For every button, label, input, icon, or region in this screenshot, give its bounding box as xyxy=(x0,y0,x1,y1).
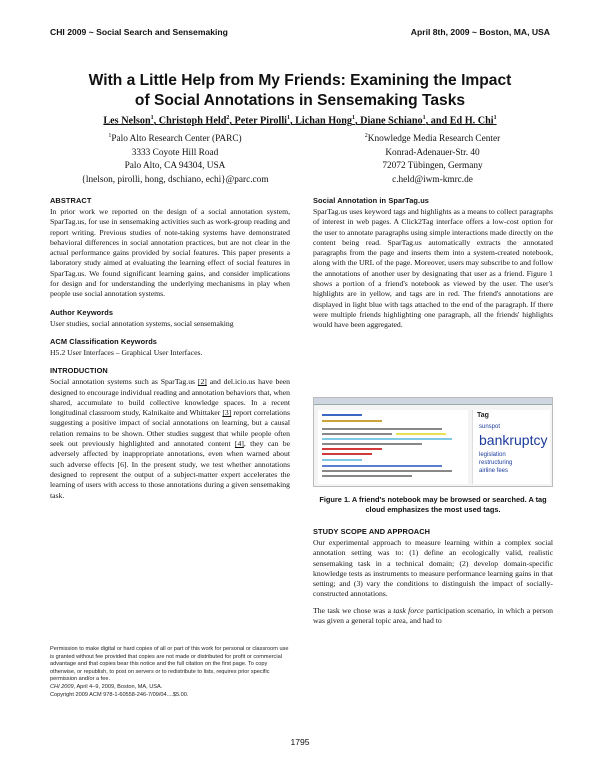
left-column xyxy=(50,196,290,501)
intro-text xyxy=(50,377,290,501)
study-segment: participation scenario, in which a person was given a general topic area, and had to xyxy=(313,605,554,626)
affiliation-parc xyxy=(50,130,300,187)
running-header-left: CHI 2009 ~ Social Search and Sensemaking xyxy=(50,27,228,37)
running-header-right: April 8th, 2009 ~ Boston, MA, USA xyxy=(410,27,550,37)
figure-1-screenshot xyxy=(313,397,553,487)
author-name: Christoph Held xyxy=(158,115,227,127)
tag-item[interactable]: legislation xyxy=(479,452,506,458)
study-emphasis: task force xyxy=(393,605,424,615)
tag-panel-title: Tag xyxy=(477,412,489,419)
acm-heading: ACM Classification Keywords xyxy=(50,336,158,346)
paper-title xyxy=(40,71,560,111)
tag-item[interactable]: restructuring xyxy=(479,460,513,466)
figure-1-caption: Figure 1. A friend's notebook may be browsed or searched. A tag cloud emphasizes the most used tags. xyxy=(319,495,547,514)
affil-org: Knowledge Media Research Center xyxy=(367,134,501,145)
tag-cloud-panel xyxy=(472,410,550,484)
keywords-heading: Author Keywords xyxy=(50,307,114,317)
right-column xyxy=(313,196,553,331)
author-affil-mark: 1 xyxy=(352,115,355,121)
intro-segment: Social annotation systems such as SparTag.us xyxy=(50,377,198,387)
author-name: Diane Schiano xyxy=(360,115,423,127)
affil-org: Palo Alto Research Center (PARC) xyxy=(111,134,242,145)
tag-item[interactable]: airline fees xyxy=(479,468,509,474)
page-number: 1795 xyxy=(290,737,310,747)
affil-mark: 1 xyxy=(108,133,112,139)
affil-city: Palo Alto, CA 94304, USA xyxy=(124,161,226,172)
conference-details: , April 4–9, 2009, Boston, MA, USA. xyxy=(73,683,163,690)
tag-item[interactable]: sunspot xyxy=(479,424,501,430)
study-segment: The task we chose was a xyxy=(313,605,394,615)
copyright-line: Copyright 2009 ACM 978-1-60558-246-7/09/04....$5.00. xyxy=(50,691,189,698)
study-section xyxy=(313,527,553,626)
citation-link[interactable]: [3] xyxy=(222,408,232,418)
intro-segment: and del.icio.us have been designed to encourage individual reading and annotation behaviors that, when shared, accumulate to build collective knowledge spaces. In a recent longitudinal classroom study, Kalnikaite and Whittaker xyxy=(50,377,290,418)
affil-email: c.held@iwm-kmrc.de xyxy=(392,174,473,185)
acm-text: H5.2 User Interfaces – Graphical User Interfaces. xyxy=(50,347,203,357)
study-heading: STUDY SCOPE AND APPROACH xyxy=(313,527,431,536)
title-line-2: of Social Annotations in Sensemaking Tasks xyxy=(134,92,466,109)
affil-city: 72072 Tübingen, Germany xyxy=(382,161,483,172)
author-affil-mark: 1 xyxy=(287,115,290,121)
conference-name: CHI 2009 xyxy=(50,683,74,690)
browser-toolbar xyxy=(314,398,552,405)
notebook-panel xyxy=(318,410,468,484)
author-name: Les Nelson xyxy=(103,115,151,127)
affil-mark: 2 xyxy=(364,133,368,139)
author-name: Peter Pirolli xyxy=(234,115,287,127)
author-affil-mark: 1 xyxy=(493,115,497,121)
title-line-1: With a Little Help from My Friends: Examining the Impact xyxy=(88,72,512,89)
tag-item-large[interactable]: bankruptcy xyxy=(479,432,548,448)
permission-text: Permission to make digital or hard copies of all or part of this work for personal or classroom use is granted without fee provided that copies are not made or distributed for profit or commercial advantage and that copies bear this notice and the full citation on the first page. To copy otherwise, or republish, to post on servers or to redistribute to lists, requires prior specific permission and/or a fee. xyxy=(50,646,289,683)
author-name: Ed H. Chi xyxy=(449,115,494,127)
abstract-text: In prior work we reported on the design of a social annotation system, SparTag.us, for use in sensemaking activities such as work-group reading and report writing. Previous studies of note-taking systems have demonstrated behavioral differences in social annotation practices, but are not clear in the actual performance gains provided by social features. This paper presents a laboratory study aimed at evaluating the learning effect of social features in SparTag.us. We found significant learning gains, and consider implications for design and for understanding the underlying mechanisms in play when people use social annotation systems. xyxy=(50,207,290,299)
study-para-1: Our experimental approach to measure learning within a complex social annotation setting was to: (1) define an ecologically valid, realistic sensemaking task in a technical domain; (2) develop domain-specific knowledge tests as instruments to measure performance learning gains in that setting; and (3) vary the conditions to distinguish the impact of socially-constructed annotations. xyxy=(313,538,553,599)
abstract-heading: ABSTRACT xyxy=(50,196,92,205)
author-affil-mark: 1 xyxy=(422,115,426,121)
intro-heading: INTRODUCTION xyxy=(50,366,108,376)
permission-notice xyxy=(50,646,290,699)
spartag-text: SparTag.us uses keyword tags and highlights as a means to collect paragraphs of interest in web pages. A Click2Tag interface offers a low-cost option for the user to annotate paragraphs using simple interactions made directly on the content being read. SparTag.us automatically extracts the annotated paragraphs from the page and inserts them into a system-created notebook, along with the URL of the page. Moreover, users may subscribe to and follow the annotations of another user by designating that user as a friend. Figure 1 shows a portion of a friend's notebook as viewed by the user. The user's highlights are in yellow, and tags are in red. The friend's annotations are displayed in light blue with tags attached to the end of the paragraph. If there were multiple friends highlighting one paragraph, all the friends' highlights would have been aggregated. xyxy=(313,207,553,330)
intro-segment: , they can be adversely affected by inappropriate annotations, even when warned about such adverse effects [6]. In the present study, we test whether annotations designed to represent the output of a subject-matter expert accelerates the learning of users with access to those annotations during a given sensemaking task. xyxy=(50,439,290,500)
affil-email: {lnelson, pirolli, hong, dschiano, echi}@parc.com xyxy=(81,174,269,185)
author-affil-mark: 1 xyxy=(150,115,154,121)
spartag-heading: Social Annotation in SparTag.us xyxy=(313,196,430,205)
study-para-2 xyxy=(313,606,553,627)
intro-segment: report correlations suggesting a positive impact of social annotations on learning, but a causal relation remains to be shown. Other studies suggest that while people often seek out previously highlighted and annotated content xyxy=(50,408,290,449)
author-list: Les Nelson$^1$, Christoph Held$^2$, Peter Pirolli$^1$, Lichan Hong$^1$, Diane Schiano$^1$, and Ed H. Chi$^1$ xyxy=(103,115,497,127)
affil-street: 3333 Coyote Hill Road xyxy=(131,147,219,158)
affil-street: Konrad-Adenauer-Str. 40 xyxy=(385,147,480,158)
author-name: Lichan Hong xyxy=(295,115,352,127)
affiliation-kmrc xyxy=(305,130,560,187)
citation-link[interactable]: [2] xyxy=(197,377,207,387)
author-affil-mark: 2 xyxy=(226,115,230,121)
keywords-text: User studies, social annotation systems, social sensemaking xyxy=(50,318,234,328)
citation-link[interactable]: [4] xyxy=(234,439,244,449)
